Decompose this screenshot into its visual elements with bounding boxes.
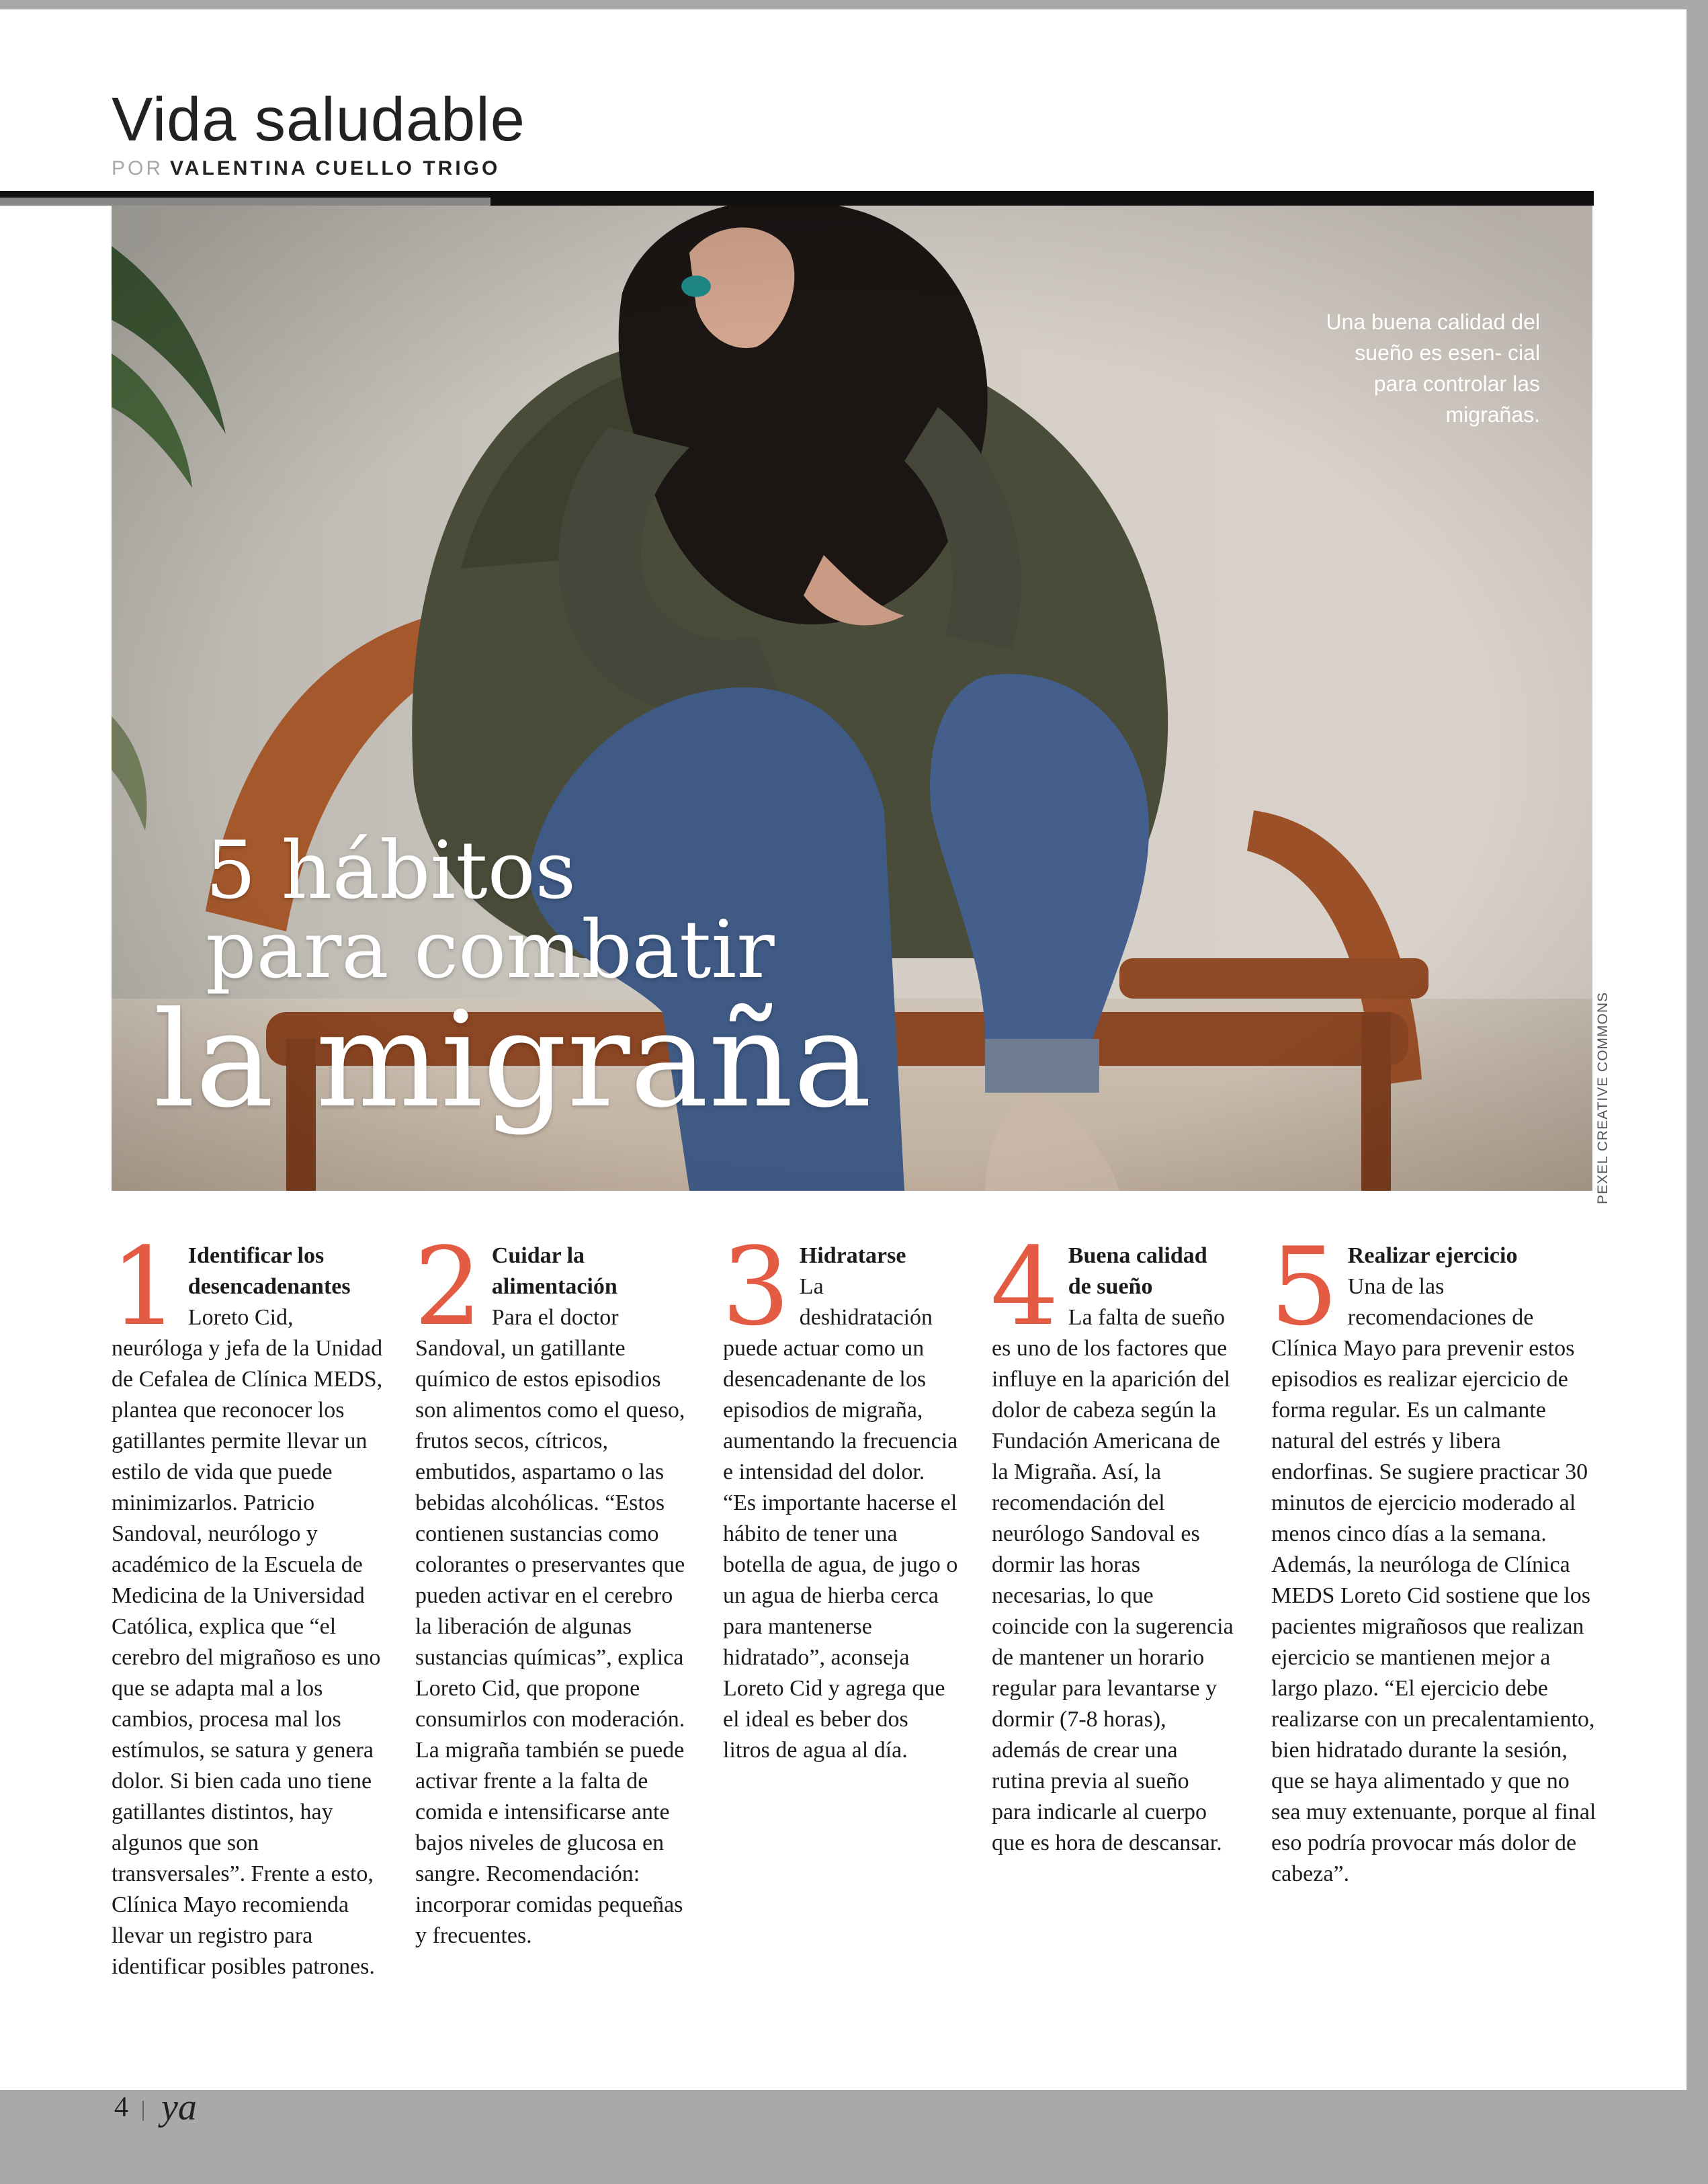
- footer-divider: [142, 2101, 144, 2121]
- tip-number: 2: [414, 1224, 482, 1349]
- tip-number: 4: [990, 1224, 1059, 1349]
- tip-body: Para el doctor Sandoval, un gatillante químico de estos episodios son alimentos como el queso, frutos secos, cítricos, embutidos, aspartamo o las bebidas alcohólicas. “Estos contienen sustancias como colorantes o preservantes que pueden activar en el cerebro la liberación de algunas sustancias químicas”, explica Loreto Cid, que propone consumirlos con moderación. La migraña también se puede activar frente a la falta de comida e intensificarse ante bajos niveles de glucosa en sangre. Recomendación: incorporar comidas pequeñas y frecuentes.: [415, 1305, 685, 1948]
- hero-photo: [112, 206, 1592, 1191]
- page-number: 4: [114, 2092, 128, 2123]
- byline-prefix: POR: [112, 157, 164, 179]
- tip-title: Cuidar la alimentación: [491, 1243, 617, 1299]
- tip-column-1: [110, 1224, 384, 1982]
- headline-line-1: 5 hábitos: [206, 824, 577, 917]
- headline-line-3: la migraña: [153, 984, 872, 1137]
- tip-title: Identificar los desencadenantes: [187, 1243, 351, 1299]
- photo-credit: PEXEL CREATIVE COMMONS: [1595, 991, 1611, 1204]
- tip-body: Una de las recomendaciones de Clínica Mayo para prevenir estos episodios es realizar ejercicio de forma regular. Es un calmante natural del estrés y libera endorfinas. Se sugiere practicar 30 minutos de ejercicio moderado al menos cinco días a la semana. Además, la neuróloga de Clínica MEDS Loreto Cid sostiene que los pacientes migrañosos que realizan ejercicio se mantienen mejor a largo plazo. “El ejercicio debe realizarse con un precalentamiento, bien hidratado durante la sesión, que se haya alimentado y que no sea muy extenuante, porque al final eso podría provocar más dolor de cabeza”.: [1271, 1274, 1596, 1886]
- section-title: Vida saludable: [112, 85, 525, 154]
- tip-title: Realizar ejercicio: [1347, 1243, 1518, 1268]
- byline: [112, 159, 500, 179]
- tip-title: Buena calidad de sueño: [1068, 1243, 1207, 1299]
- tip-title: Hidratarse: [799, 1243, 906, 1268]
- tip-number: 1: [110, 1224, 179, 1349]
- photo-caption: Una buena calidad del sueño es esen- cial para controlar las migrañas.: [1326, 310, 1540, 427]
- magazine-page: [0, 9, 1686, 2090]
- tip-column-4: [990, 1224, 1234, 1859]
- tip-column-2: [414, 1224, 689, 1951]
- header-rule-accent: [0, 198, 490, 206]
- tip-number: 3: [722, 1224, 790, 1349]
- magazine-logo: ya: [161, 2087, 197, 2128]
- tip-column-3: [722, 1224, 959, 1766]
- tip-body: La falta de sueño es uno de los factores que influye en la aparición del dolor de cabeza según la Fundación Americana de la Migraña. Así, la recomendación del neurólogo Sandoval es dormir las horas necesarias, lo que coincide con la sugerencia de mantener un horario regular para levantarse y dormir (7-8 horas), además de crear una rutina previa al sueño para indicarle al cuerpo que es hora de descansar.: [992, 1305, 1234, 1855]
- tip-number: 5: [1270, 1224, 1338, 1349]
- tip-body: La deshidratación puede actuar como un desencadenante de los episodios de migraña, aumentando la frecuencia e intensidad del dolor. “Es importante hacerse el hábito de tener una botella de agua, de jugo o un agua de hierba cerca para mantenerse hidratado”, aconseja Loreto Cid y agrega que el ideal es beber dos litros de agua al día.: [723, 1274, 958, 1763]
- headline-line-2: para combatir: [206, 903, 775, 996]
- byline-author: VALENTINA CUELLO TRIGO: [170, 157, 501, 179]
- tip-body: Loreto Cid, neuróloga y jefa de la Unidad de Cefalea de Clínica MEDS, plantea que reconocer los gatillantes permite llevar un estilo de vida que puede minimizarlos. Patricio Sandoval, neurólogo y académico de la Escuela de Medicina de la Universidad Católica, explica que “el cerebro del migrañoso es uno que se adapta mal a los cambios, procesa mal los estímulos, se satura y genera dolor. Si bien cada uno tiene gatillantes distintos, hay algunos que son transversales”. Frente a esto, Clínica Mayo recomienda llevar un registro para identificar posibles patrones.: [112, 1305, 383, 1979]
- tip-column-5: [1270, 1224, 1596, 1890]
- headline: [153, 824, 872, 1137]
